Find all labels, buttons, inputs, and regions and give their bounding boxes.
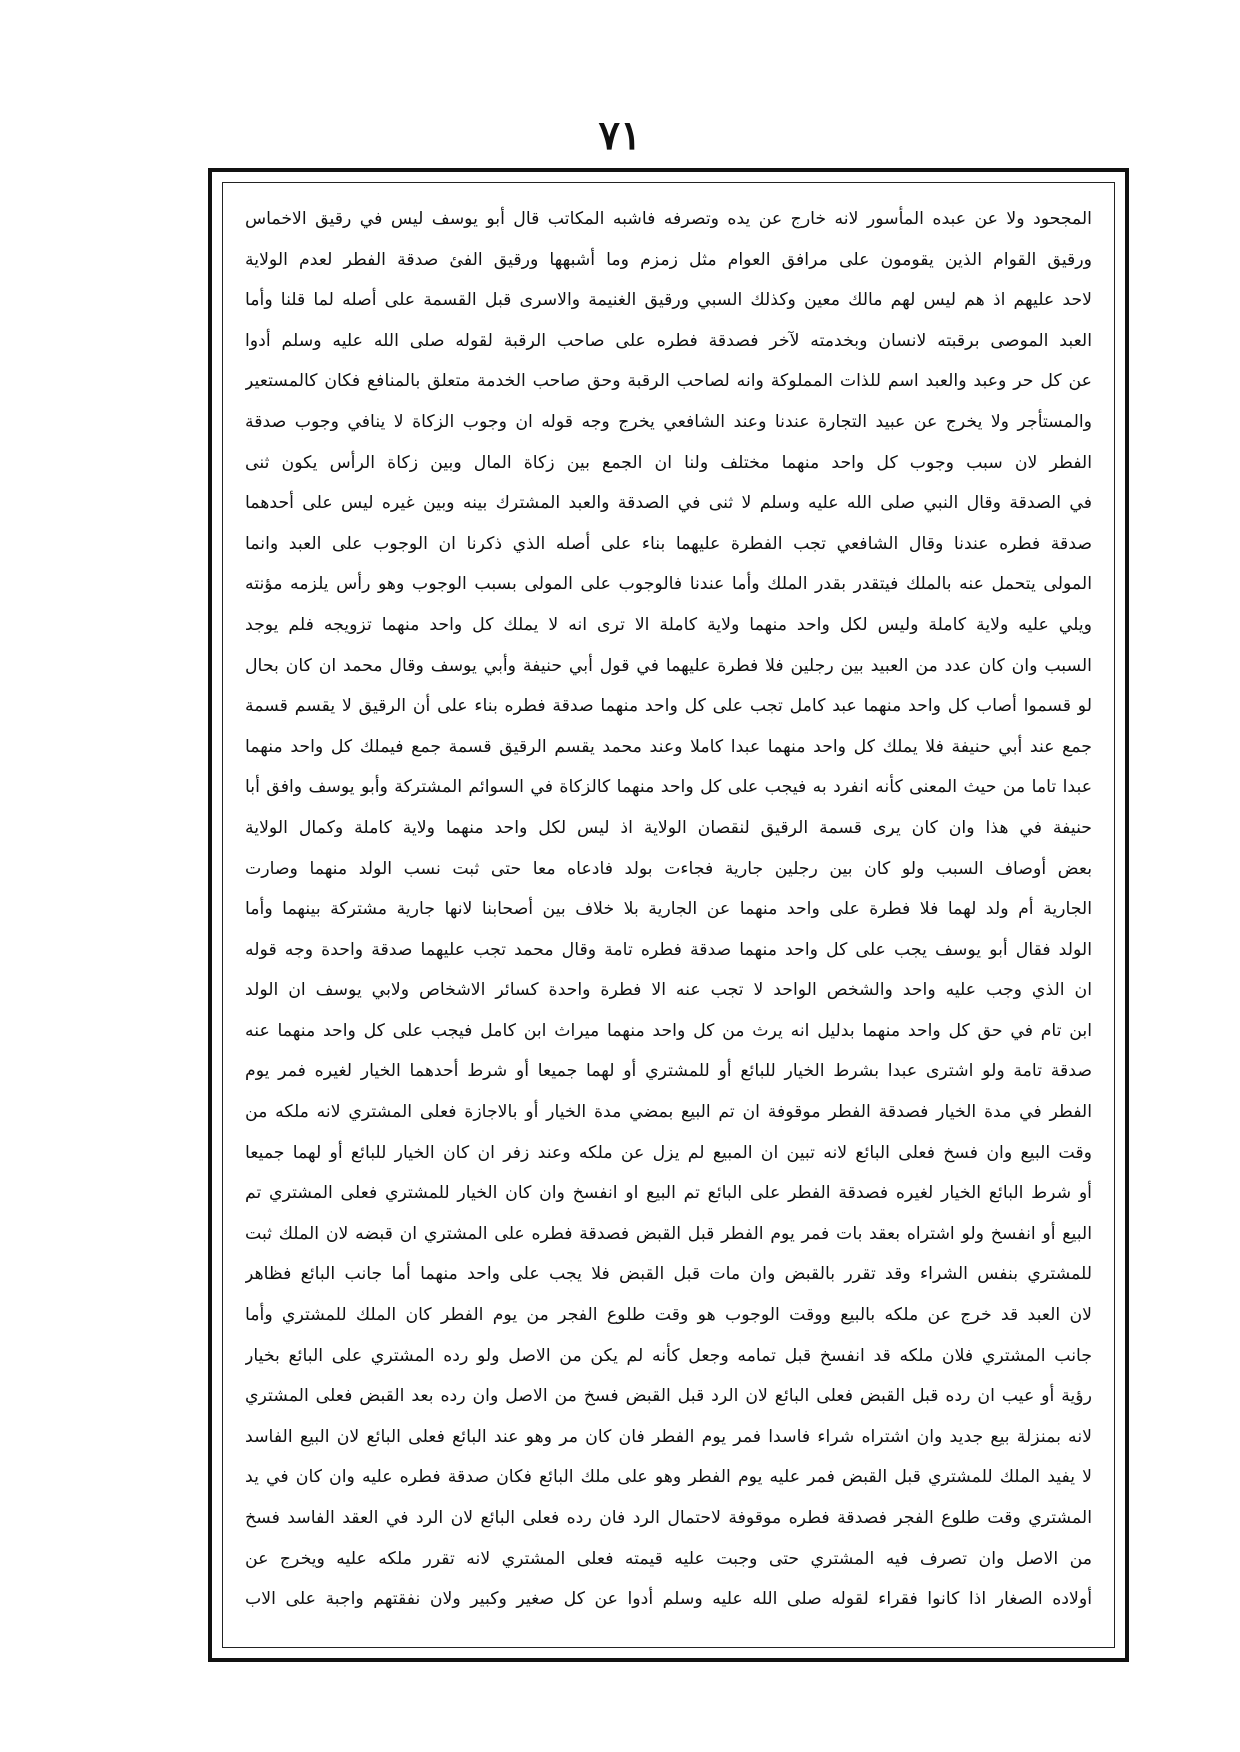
page-number: ٧١	[598, 112, 642, 159]
text-line: لان العبد قد خرج عن ملكه بالبيع ووقت الوجوب هو وقت طلوع الفجر من يوم الفطر كان الملك للمشتري وأما	[245, 1305, 1092, 1326]
text-line: الفطر لان سبب وجوب كل واحد منهما مختلف ولنا ان الجمع بين زكاة المال وبين زكاة الرأس يكون ثنى	[245, 452, 1092, 473]
text-line: جمع عند أبي حنيفة فلا يملك كل واحد منهما عبدا كاملا وعند محمد يقسم الرقيق قسمة جمع فيملك كل واحد منهما	[245, 736, 1092, 757]
text-line: لانه بمنزلة بيع جديد وان اشتراه شراء فاسدا فمر يوم الفطر فان كان مر وهو عند البائع فعلى البائع لان البيع الفاسد	[245, 1426, 1092, 1447]
text-line: أو شرط البائع الخيار لغيره فصدقة الفطر على البائع تم البيع او انفسخ وان كان الخيار للمشتري فعلى المشتري تم	[245, 1183, 1092, 1204]
text-line: ابن تام في حق كل واحد منهما بدليل انه يرث من كل واحد منهما ميراث ابن كامل فيجب على كل واحد منهما عنه	[245, 1020, 1092, 1041]
text-line: المولى يتحمل عنه بالملك فيتقدر بقدر الملك وأما عندنا فالوجوب على المولى بسبب الوجوب وهو رأس يلزمه مؤنته	[245, 574, 1092, 595]
text-line: من الاصل وان تصرف فيه المشتري حتى وجبت عليه قيمته فعلى المشتري لانه تقرر ملكه عليه ويخرج عن	[245, 1548, 1092, 1569]
text-line: الجارية أم ولد لهما فلا فطرة على واحد منهما عن الجارية بلا خلاف بين أصحابنا لانها جارية مشتركة بينهما وأما	[245, 899, 1092, 920]
text-line: ورقيق القوام الذين يقومون على مرافق العوام مثل زمزم وما أشبهها ورقيق الفئ صدقة الفطر لعدم الولاية	[245, 249, 1092, 270]
text-line: الفطر في مدة الخيار فصدقة الفطر موقوفة ان تم البيع بمضي مدة الخيار أو بالاجازة فعلى المشتري لانه ملكه من	[245, 1102, 1092, 1123]
page-border	[208, 168, 1129, 1662]
text-line: وقت البيع وان فسخ فعلى البائع لانه تبين ان المبيع لم يزل عن ملكه وعند زفر ان كان الخيار للبائع أو لهما جميعا	[245, 1142, 1092, 1163]
text-line: عن كل حر وعبد والعبد اسم للذات المملوكة وانه لصاحب الرقبة وحق صاحب الخدمة متعلق بالمنافع فكان كالمستعير	[245, 371, 1092, 392]
text-line: صدقة تامة ولو اشترى عبدا بشرط الخيار للبائع أو للمشتري أو لهما جميعا أو شرط أحدهما الخيار لغيره فمر يوم	[245, 1061, 1092, 1082]
text-line: لا يفيد الملك للمشتري قبل القبض فمر عليه يوم الفطر وهو على ملك البائع فكان صدقة فطره عليه وان كان في يد	[245, 1467, 1092, 1488]
text-line: ويلي عليه ولاية كاملة وليس لكل واحد منهما ولاية كاملة الا ترى انه لا يملك كل واحد منهما تزويجه فلم يوجد	[245, 614, 1092, 635]
text-line: لو قسموا أصاب كل واحد منهما عبد كامل تجب على كل واحد منهما صدقة فطره بناء على أن الرقيق لا يقسم قسمة	[245, 696, 1092, 717]
text-line: بعض أوصاف السبب ولو كان بين رجلين جارية فجاءت بولد فادعاه معا حتى ثبت نسب الولد منهما وصارت	[245, 858, 1092, 879]
text-line: لاحد عليهم اذ هم ليس لهم مالك معين وكذلك السبي ورقيق الغنيمة والاسرى قبل القسمة على أصله لما قلنا وأما	[245, 290, 1092, 311]
body-text	[245, 199, 1092, 1620]
text-line: في الصدقة وقال النبي صلى الله عليه وسلم لا ثنى في الصدقة والعبد المشترك بينه وبين غيره ليس على أحدهما	[245, 493, 1092, 514]
text-line: عبدا تاما من حيث المعنى كأنه انفرد به فيجب على كل واحد منهما كالزكاة في السوائم المشتركة وأبو يوسف وافق أبا	[245, 777, 1092, 798]
text-line: المجحود ولا عن عبده المأسور لانه خارج عن يده وتصرفه فاشبه المكاتب قال أبو يوسف ليس في رقيق الاخماس	[245, 209, 1092, 229]
text-line: رؤية أو عيب ان رده قبل القبض فعلى البائع لان الرد قبل القبض فسخ من الاصل وان رده بعد القبض فعلى المشتري	[245, 1386, 1092, 1407]
text-line: أولاده الصغار اذا كانوا فقراء لقوله صلى الله عليه وسلم أدوا عن كل صغير وكبير ولان نفقتهم واجبة على الاب	[245, 1589, 1092, 1610]
text-line: للمشتري بنفس الشراء وقد تقرر بالقبض وان مات قبل القبض فلا يجب على واحد منهما أما جانب البائع فظاهر	[245, 1264, 1092, 1285]
text-line: جانب المشتري فلان ملكه قد انفسخ قبل تمامه وجعل كأنه لم يكن من الاصل ولو رده المشتري على البائع بخيار	[245, 1345, 1092, 1366]
text-line: السبب وان كان عدد من العبيد بين رجلين فلا فطرة عليهما في قول أبي حنيفة وأبي يوسف وقال محمد ان كان بحال	[245, 655, 1092, 676]
text-line: الولد فقال أبو يوسف يجب على كل واحد منهما صدقة فطره تامة وقال محمد تجب عليهما صدقة واحدة وجه قوله	[245, 939, 1092, 960]
text-line: حنيفة في هذا وان كان يرى قسمة الرقيق لنقصان الولاية اذ ليس لكل واحد منهما ولاية كاملة وكمال الولاية	[245, 817, 1092, 838]
text-line: المشتري وقت طلوع الفجر فصدقة فطره موقوفة لاحتمال الرد فان رده فعلى البائع لان الرد في العقد الفاسد فسخ	[245, 1508, 1092, 1528]
text-line: البيع أو انفسخ ولو اشتراه بعقد بات فمر يوم الفطر قبل القبض فصدقة فطره على المشتري ان قبضه لان الملك ثبت	[245, 1223, 1092, 1244]
text-line: والمستأجر ولا يخرج عن عبيد التجارة عندنا وعند الشافعي يخرج وجه قوله ان وجوب الزكاة لا ينافي وجوب صدقة	[245, 411, 1092, 432]
text-line: العبد الموصى برقبته لانسان وبخدمته لآخر فصدقة فطره على صاحب الرقبة لقوله صلى الله عليه وسلم أدوا	[245, 330, 1092, 351]
text-line: ان الذي وجب عليه واحد والشخص الواحد لا تجب عنه الا فطرة واحدة كسائر الاشخاص ولابي يوسف ان الولد	[245, 980, 1092, 1001]
inner-border	[222, 182, 1115, 1648]
text-line: صدقة فطره عندنا وقال الشافعي تجب الفطرة عليهما بناء على أصله الذي ذكرنا ان الوجوب على العبد وانما	[245, 533, 1092, 554]
